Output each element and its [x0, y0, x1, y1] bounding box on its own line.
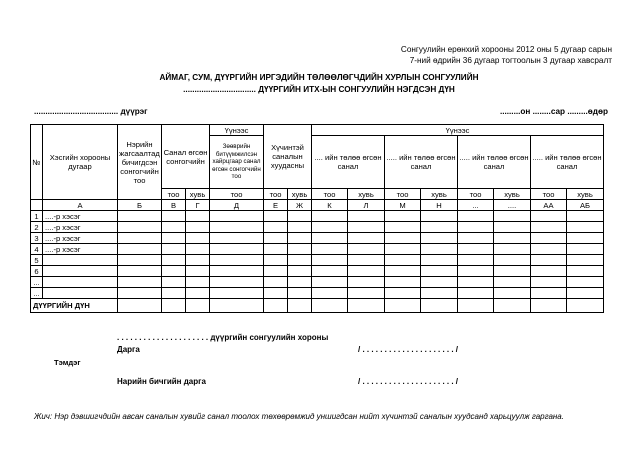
- results-table: [30, 124, 604, 313]
- footnote: Жич: Нэр дэвшигчдийн авсан саналын хувийг санал тоолох төхөөрөмжид уншигдсан нийт хүчинтэй саналын хуудсанд харьцуулж гаргана.: [34, 412, 564, 421]
- letter-code: Л: [348, 200, 385, 211]
- section-rows: [31, 211, 604, 299]
- appendix-line-1: Сонгуулийн ерөнхий хорооны 2012 оны 5 дугаар сарын: [400, 45, 612, 54]
- row-number: 2: [31, 222, 43, 233]
- header-section: Хэсгийн хорооны дугаар: [43, 125, 118, 200]
- header-candidate-2: ..... ийн төлөө өгсөн санал: [385, 136, 458, 189]
- sub-count: тоо: [312, 189, 348, 200]
- sub-count: тоо: [162, 189, 186, 200]
- seal-label: Тэмдэг: [54, 358, 81, 367]
- table-row: [31, 288, 604, 299]
- letter-code: А: [43, 200, 118, 211]
- row-label: [43, 255, 118, 266]
- letter-code: М: [385, 200, 421, 211]
- secretary-signature-line: / . . . . . . . . . . . . . . . . . . . . . /: [358, 377, 459, 386]
- table-row: [31, 255, 604, 266]
- row-label: ....-р хэсэг: [43, 211, 118, 222]
- header-number: №: [31, 125, 43, 200]
- header-group-candidates: Үүнээс: [312, 125, 604, 136]
- row-number: ...: [31, 277, 43, 288]
- sub-count: тоо: [264, 189, 288, 200]
- letter-code: Н: [421, 200, 458, 211]
- row-number: 5: [31, 255, 43, 266]
- table-row: [31, 266, 604, 277]
- header-candidate-3: ..... ийн төлөө өгсөн санал: [458, 136, 531, 189]
- table-row: [31, 233, 604, 244]
- letter-code: К: [312, 200, 348, 211]
- header-group-total: Үүнээс: [210, 125, 264, 136]
- row-number: 3: [31, 233, 43, 244]
- appendix-reference: [352, 44, 612, 66]
- letter-code: Ж: [288, 200, 312, 211]
- total-row: [31, 299, 604, 313]
- row-label: ....-р хэсэг: [43, 233, 118, 244]
- chair-label: Дарга: [117, 345, 140, 354]
- row-label: ....-р хэсэг: [43, 244, 118, 255]
- letter-code: АБ: [567, 200, 604, 211]
- letter-code: В: [162, 200, 186, 211]
- table-row: [31, 277, 604, 288]
- row-number: ...: [31, 288, 43, 299]
- row-label: [43, 266, 118, 277]
- row-label: [43, 277, 118, 288]
- letter-code: АА: [531, 200, 567, 211]
- header-valid: Хүчинтэй саналын хуудасны: [264, 125, 312, 189]
- header-registered: Нэрийн жагсаалтад бичигдсэн сонгогчийн тоо: [118, 125, 162, 200]
- secretary-label: Нарийн бичгийн дарга: [117, 377, 206, 386]
- sub-count: тоо: [385, 189, 421, 200]
- sub-mobile-count: тоо: [210, 189, 264, 200]
- letter-code: Г: [186, 200, 210, 211]
- letter-code: Б: [118, 200, 162, 211]
- document-title: АЙМАГ, СУМ, ДҮҮРГИЙН ИРГЭДИЙН ТӨЛӨӨЛӨГЧДИЙН ХУРЛЫН СОНГУУЛИЙН: [159, 73, 479, 82]
- row-number: 1: [31, 211, 43, 222]
- appendix-line-2: 7-ний өдрийн 36 дугаар тогтоолын 3 дугаар хавсралт: [409, 56, 612, 65]
- chair-signature-line: / . . . . . . . . . . . . . . . . . . . . . /: [358, 345, 459, 354]
- total-label: ДҮҮРГИЙН ДҮН: [31, 299, 118, 313]
- date-field: .........он ........сар .........өдөр: [499, 107, 608, 116]
- letter-code: ...: [458, 200, 494, 211]
- sub-count: тоо: [531, 189, 567, 200]
- sub-count: тоо: [458, 189, 494, 200]
- row-label: [43, 288, 118, 299]
- sub-percent: хувь: [494, 189, 531, 200]
- header-candidate-1: .... ийн төлөө өгсөн санал: [312, 136, 385, 189]
- letter-code: ....: [494, 200, 531, 211]
- header-mobile: Зөөврийн битүүмжилсэн хайрцгаар санал өгсөн сонгогчийн тоо: [210, 136, 264, 189]
- table-row: [31, 244, 604, 255]
- committee-label: . . . . . . . . . . . . . . . . . . . . . дүүргийн сонгуулийн хороны: [117, 333, 329, 342]
- row-label: ....-р хэсэг: [43, 222, 118, 233]
- letter-code: Д: [210, 200, 264, 211]
- sub-percent: хувь: [288, 189, 312, 200]
- row-number: 4: [31, 244, 43, 255]
- table-row: [31, 222, 604, 233]
- header-candidate-4: ..... ийн төлөө өгсөн санал: [531, 136, 604, 189]
- letter-code: Е: [264, 200, 288, 211]
- row-number: 6: [31, 266, 43, 277]
- table-row: [31, 211, 604, 222]
- district-field: ..................................... дүүрэг: [34, 107, 148, 116]
- sub-percent: хувь: [567, 189, 604, 200]
- header-voted: Санал өгсөн сонгогчийн: [162, 125, 210, 189]
- document-subtitle: ................................ ДҮҮРГИЙН ИТХ-ЫН СОНГУУЛИЙН НЭГДСЭН ДҮН: [183, 85, 455, 94]
- sub-percent: хувь: [421, 189, 458, 200]
- sub-percent: хувь: [348, 189, 385, 200]
- sub-percent: хувь: [186, 189, 210, 200]
